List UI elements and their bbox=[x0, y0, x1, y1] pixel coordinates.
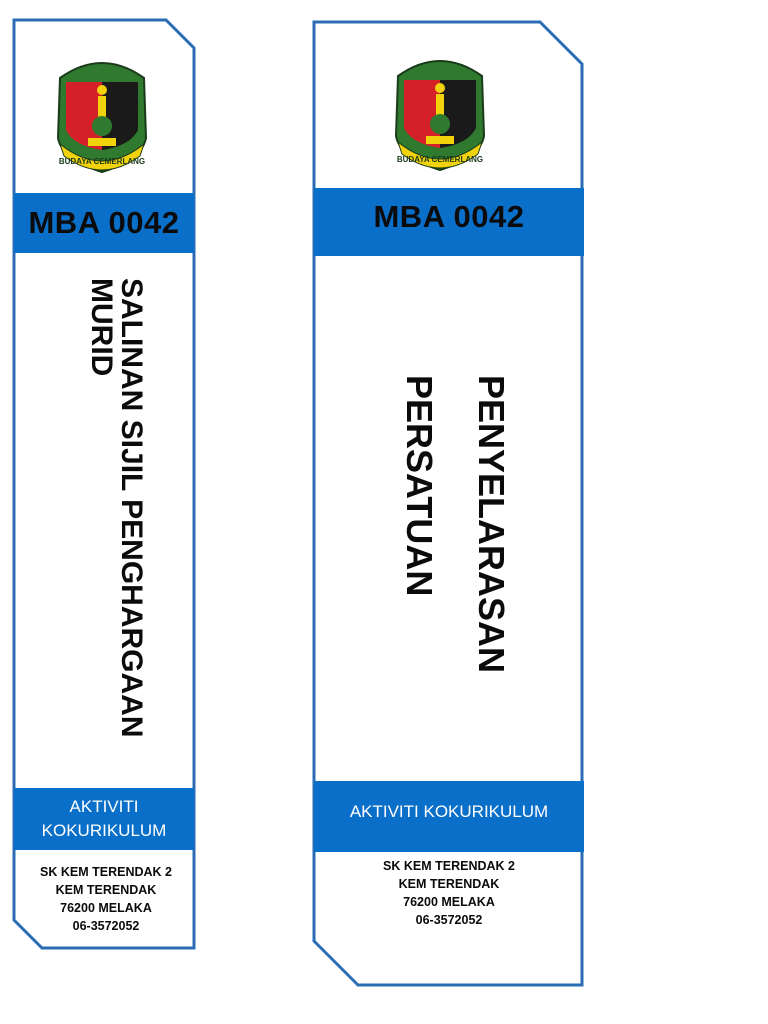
address-line: 76200 MELAKA bbox=[403, 895, 495, 909]
file-code: MBA 0042 bbox=[373, 199, 525, 234]
activity-line: KOKURIKULUM bbox=[41, 821, 167, 840]
address-line: KEM TERENDAK bbox=[398, 877, 500, 891]
address-line: 76200 MELAKA bbox=[60, 901, 152, 915]
address-line: SK KEM TERENDAK 2 bbox=[40, 865, 172, 879]
logo-motto-text: BUDAYA CEMERLANG bbox=[58, 157, 146, 166]
file-code: MBA 0042 bbox=[28, 205, 180, 240]
spine-title-line: SALINAN SIJIL PENGHARGAAN MURID bbox=[85, 278, 148, 738]
logo-motto-text: BUDAYA CEMERLANG bbox=[396, 155, 484, 164]
address-line: 06-3572052 bbox=[72, 919, 140, 933]
code-band bbox=[314, 188, 584, 256]
spine-title-line: PERSATUAN bbox=[399, 375, 440, 597]
activity-band bbox=[314, 781, 584, 852]
spine-title bbox=[383, 375, 527, 675]
address-line: KEM TERENDAK bbox=[55, 883, 157, 897]
school-address bbox=[314, 857, 584, 929]
activity-line: AKTIVITI KOKURIKULUM bbox=[349, 801, 549, 821]
spine-title-line: PENYELARASAN bbox=[471, 375, 512, 674]
activity-line: AKTIVITI bbox=[69, 797, 139, 817]
address-line: SK KEM TERENDAK 2 bbox=[383, 859, 515, 873]
school-crest-logo bbox=[390, 48, 490, 173]
address-line: 06-3572052 bbox=[415, 913, 483, 927]
